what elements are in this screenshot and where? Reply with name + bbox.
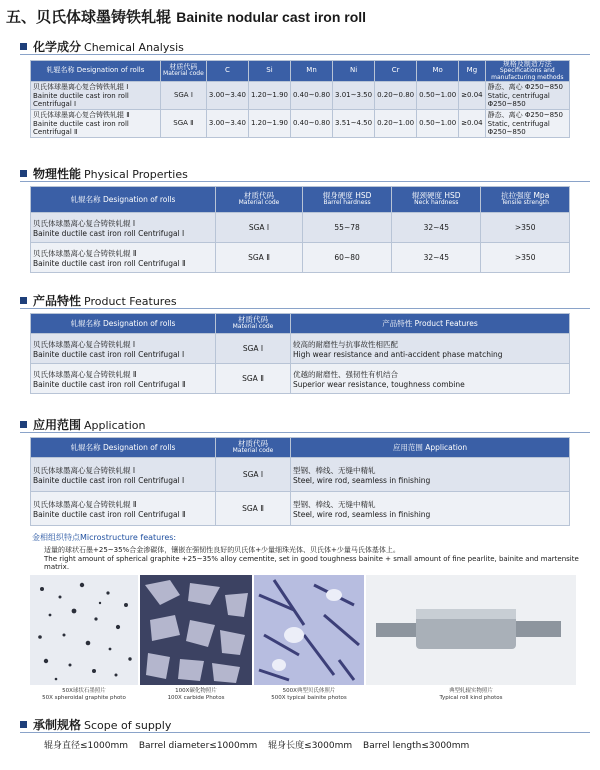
chemical-table xyxy=(30,60,570,138)
table-row xyxy=(31,492,570,526)
graphite-photo xyxy=(30,575,138,685)
col-si: Si xyxy=(248,61,290,82)
supply-diameter-zh: 辊身直径≤1000mm xyxy=(44,741,128,751)
microstructure-title: 金相组织特点Microstructure features: xyxy=(32,533,177,542)
col-barrel: 辊身硬度 HSD Barrel hardness xyxy=(303,187,392,213)
cell-c: 3.00~3.40 xyxy=(206,81,248,109)
features-table xyxy=(30,313,570,394)
square-bullet-icon xyxy=(20,43,27,50)
row-name: 贝氏体球墨离心复合铸铁轧辊 Ⅰ Bainite ductile cast iron roll Centrifugal Ⅰ xyxy=(31,81,161,109)
col-rolls: 轧辊名称 Designation of rolls xyxy=(31,187,216,213)
roll-caption: 典型轧辊实物照片 Typical roll kind photos xyxy=(439,688,503,701)
row-name: 贝氏体球墨离心复合铸铁轧辊 Ⅱ Bainite ductile cast iron roll Centrifugal Ⅱ xyxy=(31,492,216,526)
title-en: Bainite nodular cast iron roll xyxy=(176,9,367,25)
cell-ni: 3.01~3.50 xyxy=(333,81,375,109)
cell-application: 型钢、棒线、无缝中精轧 Steel, wire rod, seamless in finishing xyxy=(291,458,570,492)
row-name: 贝氏体球墨离心复合铸铁轧辊 Ⅱ Bainite ductile cast iron roll Centrifugal Ⅱ xyxy=(31,109,161,137)
graphite-caption: 50X球状石墨照片 50X spheroidal graphite photo xyxy=(42,688,126,701)
cell-feature: 优越的耐磨性、强韧性有机结合 Superior wear resistance, toughness combine xyxy=(291,364,570,394)
bainite-photo-image xyxy=(254,575,364,685)
square-bullet-icon xyxy=(20,721,27,728)
cell-spec: 静态、离心 Φ250~850 Static, centrifugal Φ250~850 xyxy=(485,81,569,109)
cell-mo: 0.50~1.00 xyxy=(417,109,459,137)
supply-length-zh: 辊身长度≤3000mm xyxy=(268,741,353,751)
col-application: 应用范围 Application xyxy=(291,438,570,458)
cell-mn: 0.40~0.80 xyxy=(291,109,333,137)
table-row xyxy=(31,334,570,364)
cell-code: SGA Ⅰ xyxy=(216,458,291,492)
application-table xyxy=(30,437,570,526)
cell-tensile: >350 xyxy=(481,243,570,273)
cell-code: SGA Ⅰ xyxy=(216,213,303,243)
col-mg: Mg xyxy=(459,61,485,82)
section-physical-heading: 物理性能 Physical Properties xyxy=(20,165,188,182)
cell-cr: 0.20~0.80 xyxy=(375,81,417,109)
cell-si: 1.20~1.90 xyxy=(248,109,290,137)
section-application-heading: 应用范围 Application xyxy=(20,416,145,433)
table-header-row xyxy=(31,61,570,82)
section-supply-heading: 承制规格 Scope of supply xyxy=(20,716,171,733)
carbide-photo-image xyxy=(140,575,252,685)
col-material: 材质代码 Material code xyxy=(216,187,303,213)
title-zh: 五、贝氏体球墨铸铁轧辊 xyxy=(6,8,172,26)
table-row xyxy=(31,243,570,273)
supply-length-en: Barrel length≤3000mm xyxy=(363,741,470,751)
cell-feature: 较高的耐磨性与抗事故性相匹配 High wear resistance and anti-accident phase matching xyxy=(291,334,570,364)
cell-mg: ≥0.04 xyxy=(459,81,485,109)
col-neck: 辊颈硬度 HSD Neck hardness xyxy=(392,187,481,213)
col-mo: Mo xyxy=(417,61,459,82)
cell-ni: 3.51~4.50 xyxy=(333,109,375,137)
row-name: 贝氏体球墨离心复合铸铁轧辊 Ⅰ Bainite ductile cast iron roll Centrifugal Ⅰ xyxy=(31,213,216,243)
col-rolls: 轧辊名称 Designation of rolls xyxy=(31,438,216,458)
cell-mn: 0.40~0.80 xyxy=(291,81,333,109)
table-header-row xyxy=(31,187,570,213)
cell-si: 1.20~1.90 xyxy=(248,81,290,109)
row-name: 贝氏体球墨离心复合铸铁轧辊 Ⅱ Bainite ductile cast iron roll Centrifugal Ⅱ xyxy=(31,243,216,273)
row-name: 贝氏体球墨离心复合铸铁轧辊 Ⅱ Bainite ductile cast iron roll Centrifugal Ⅱ xyxy=(31,364,216,394)
cell-code: SGA Ⅱ xyxy=(216,492,291,526)
physical-table xyxy=(30,186,570,273)
cell-cr: 0.20~1.00 xyxy=(375,109,417,137)
supply-diameter-en: Barrel diameter≤1000mm xyxy=(138,741,258,751)
graphite-photo-image xyxy=(30,575,138,685)
table-row xyxy=(31,81,570,109)
cell-mo: 0.50~1.00 xyxy=(417,81,459,109)
divider xyxy=(20,308,590,309)
page-title xyxy=(6,6,366,27)
cell-mg: ≥0.04 xyxy=(459,109,485,137)
col-mn: Mn xyxy=(291,61,333,82)
square-bullet-icon xyxy=(20,297,27,304)
divider xyxy=(20,432,590,433)
cell-barrel: 60~80 xyxy=(303,243,392,273)
section-features-heading: 产品特性 Product Features xyxy=(20,292,177,309)
cell-barrel: 55~78 xyxy=(303,213,392,243)
square-bullet-icon xyxy=(20,170,27,177)
cell-c: 3.00~3.40 xyxy=(206,109,248,137)
row-name: 贝氏体球墨离心复合铸铁轧辊 Ⅰ Bainite ductile cast iron roll Centrifugal Ⅰ xyxy=(31,458,216,492)
col-c: C xyxy=(206,61,248,82)
divider xyxy=(20,54,590,55)
carbide-caption: 100X碳化物照片 100X carbide Photos xyxy=(167,688,225,701)
table-row xyxy=(31,109,570,137)
cell-application: 型钢、棒线、无缝中精轧 Steel, wire rod, seamless in finishing xyxy=(291,492,570,526)
cell-code: SGA Ⅱ xyxy=(216,364,291,394)
microstructure-desc-en: The right amount of spherical graphite +25~35% alloy cementite, set in good toughness bainite + small amount of fine pearlite, bainite and martensite matrix. xyxy=(44,555,579,571)
col-rolls: 轧辊名称 Designation of rolls xyxy=(31,314,216,334)
col-material: 材质代码 Material code xyxy=(160,61,206,82)
col-material: 材质代码 Material code xyxy=(216,314,291,334)
col-cr: Cr xyxy=(375,61,417,82)
cell-neck: 32~45 xyxy=(392,243,481,273)
cell-tensile: >350 xyxy=(481,213,570,243)
table-header-row xyxy=(31,438,570,458)
divider xyxy=(20,181,590,182)
row-name: 贝氏体球墨离心复合铸铁轧辊 Ⅰ Bainite ductile cast iron roll Centrifugal Ⅰ xyxy=(31,334,216,364)
col-tensile: 抗拉强度 Mpa Tensile strength xyxy=(481,187,570,213)
bainite-photo xyxy=(254,575,364,685)
divider xyxy=(20,732,590,733)
cell-code: SGA Ⅱ xyxy=(160,109,206,137)
square-bullet-icon xyxy=(20,421,27,428)
col-rolls: 轧辊名称 Designation of rolls xyxy=(31,61,161,82)
section-chemical-heading: 化学成分 Chemical Analysis xyxy=(20,38,184,55)
table-header-row xyxy=(31,314,570,334)
roll-photo xyxy=(366,575,576,685)
cell-code: SGA Ⅰ xyxy=(216,334,291,364)
col-features: 产品特性 Product Features xyxy=(291,314,570,334)
carbide-photo xyxy=(140,575,252,685)
roll-photo-image xyxy=(366,575,576,685)
cell-code: SGA Ⅰ xyxy=(160,81,206,109)
supply-specs xyxy=(44,738,477,751)
table-row xyxy=(31,458,570,492)
table-row xyxy=(31,364,570,394)
col-material: 材质代码 Material code xyxy=(216,438,291,458)
cell-code: SGA Ⅱ xyxy=(216,243,303,273)
table-row xyxy=(31,213,570,243)
col-spec: 规格及制造方法 Specifications and manufacturing methods xyxy=(485,61,569,82)
microstructure-desc-zh: 适量的球状石墨+25~35%合金渗碳体，镶嵌在强韧性良好的贝氏体+少量细珠光体、贝氏体+少量马氏体基体上。 xyxy=(44,546,400,554)
bainite-caption: 500X典型贝氏体照片 500X typical bainite photos xyxy=(271,688,347,701)
cell-neck: 32~45 xyxy=(392,213,481,243)
col-ni: Ni xyxy=(333,61,375,82)
cell-spec: 静态、离心 Φ250~850 Static, centrifugal Φ250~850 xyxy=(485,109,569,137)
